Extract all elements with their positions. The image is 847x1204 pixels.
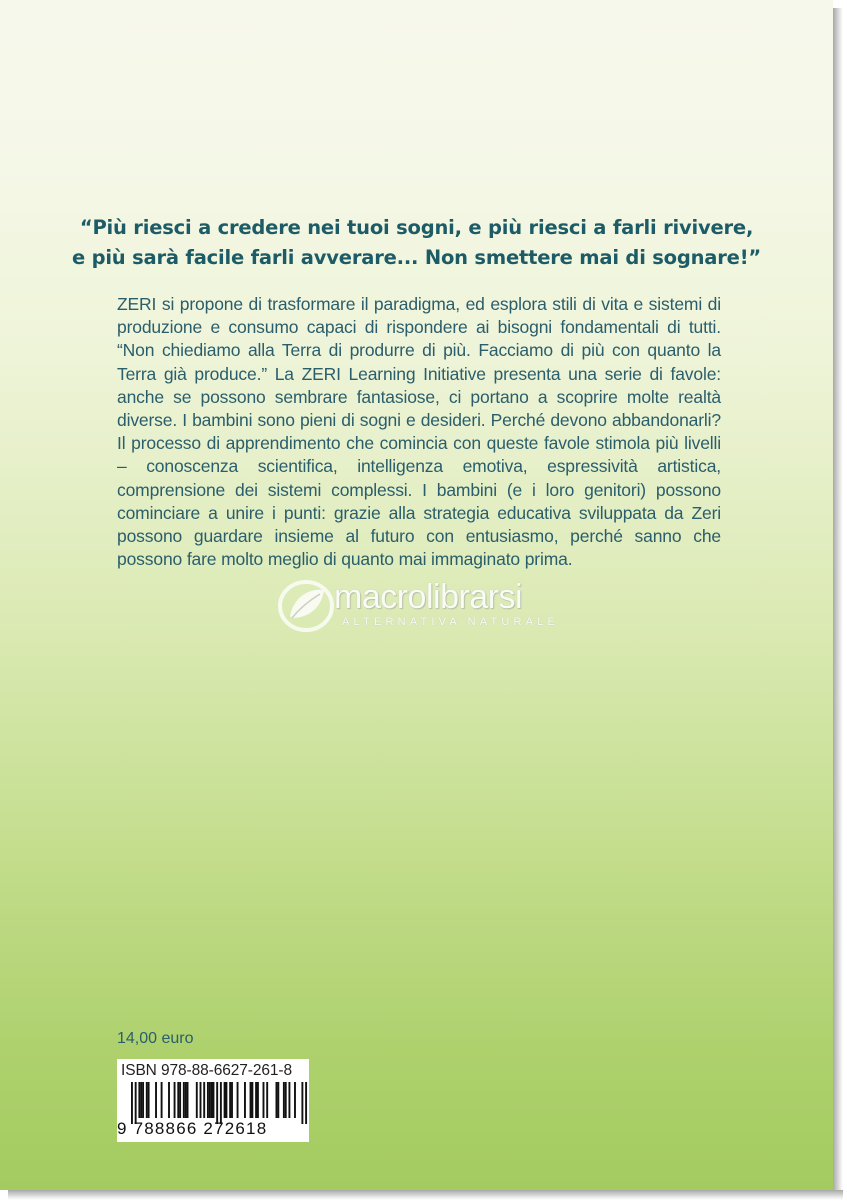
ean-number: 9 788866 272618 (117, 1119, 268, 1138)
barcode-bar (224, 1082, 226, 1118)
barcode-bar (283, 1082, 285, 1118)
barcode-bar (285, 1082, 287, 1118)
isbn-barcode-box (117, 1059, 309, 1142)
barcode-bar (168, 1082, 170, 1118)
barcode-bar (185, 1082, 187, 1118)
barcode-bar (196, 1082, 198, 1118)
barcode-bar (231, 1082, 233, 1118)
page-shadow-right (833, 8, 843, 1194)
isbn-label: ISBN 978-88-6627-261-8 (121, 1062, 292, 1079)
barcode-bar (250, 1082, 252, 1118)
barcode-bar (277, 1082, 279, 1118)
barcode-bar (220, 1082, 222, 1124)
price-label: 14,00 euro (117, 1030, 194, 1047)
barcode-bar (276, 1082, 278, 1118)
barcode-bar (138, 1082, 140, 1118)
barcode-bar (200, 1082, 202, 1118)
barcode-bar (211, 1082, 213, 1118)
watermark-name: macrolibrarsi (334, 578, 523, 616)
barcode-bar (209, 1082, 211, 1118)
barcode-bar (131, 1082, 133, 1124)
barcode-bar (183, 1082, 185, 1118)
barcode-bar (179, 1082, 181, 1118)
leaf-icon (276, 578, 336, 634)
barcode-bar (216, 1082, 218, 1124)
barcode-bar (146, 1082, 148, 1118)
barcode-bar (257, 1082, 259, 1118)
watermark-logo (272, 572, 602, 642)
barcode-bar (294, 1082, 296, 1118)
barcode-bar (187, 1082, 189, 1118)
barcode-bar (244, 1082, 246, 1118)
barcode-bar (174, 1082, 176, 1118)
page-shadow-bottom (8, 1190, 843, 1200)
barcode-bar (207, 1082, 209, 1118)
barcode-bar (288, 1082, 290, 1118)
barcode-bar (237, 1082, 239, 1118)
barcode-bar (213, 1082, 215, 1118)
barcode-bar (251, 1082, 253, 1118)
barcode-bar (135, 1082, 137, 1124)
barcode-bar (225, 1082, 227, 1118)
barcode-bar (142, 1082, 144, 1118)
barcode-bar (177, 1082, 179, 1118)
quote-line-1: “Più riesci a credere nei tuoi sogni, e più riesci a farli rivivere, (79, 216, 754, 239)
quote-line-2: e più sarà facile farli avverare... Non smettere mai di sognare!” (71, 246, 762, 269)
barcode-bar (229, 1082, 231, 1118)
watermark-tagline: ALTERNATIVA NATURALE (342, 616, 560, 628)
description-paragraph: ZERI si propone di trasformare il paradigma, ed esplora stili di vita e sistemi di produzione e consumo capaci di rispondere ai bisogni fondamentali di tutti. “Non chiediamo alla Terra di produrre di più. Facciamo di più con quanto la Terra già produce.” La ZERI Learning Initiative presenta una serie di favole: anche se possono sembrare fantasiose, ci portano a scoprire molte realtà diverse. I bambini sono pieni di sogni e desideri. Perché devono abbandonarli? Il processo di apprendimento che comincia con queste favole stimola più livelli – conoscenza scientifica, intelligenza emotiva, espressività artistica, comprensione dei sistemi complessi. I bambini (e i loro genitori) possono cominciare a unire i punti: grazie alla strategia educativa sviluppata da Zeri possono guardare insieme al futuro con entusiasmo, perché sanno che possono fare molto meglio di quanto mai immaginato prima. (117, 294, 721, 570)
barcode-bar (161, 1082, 163, 1118)
barcode-bar (263, 1082, 265, 1118)
barcode-bar (155, 1082, 157, 1118)
barcode-bar (266, 1082, 268, 1118)
barcode-bar (305, 1082, 307, 1124)
barcode-bar (255, 1082, 257, 1118)
barcode-bar (301, 1082, 303, 1124)
barcode-bar (140, 1082, 142, 1118)
cover-quote (60, 213, 773, 273)
barcode-bar (203, 1082, 205, 1118)
barcode-bar (148, 1082, 150, 1118)
